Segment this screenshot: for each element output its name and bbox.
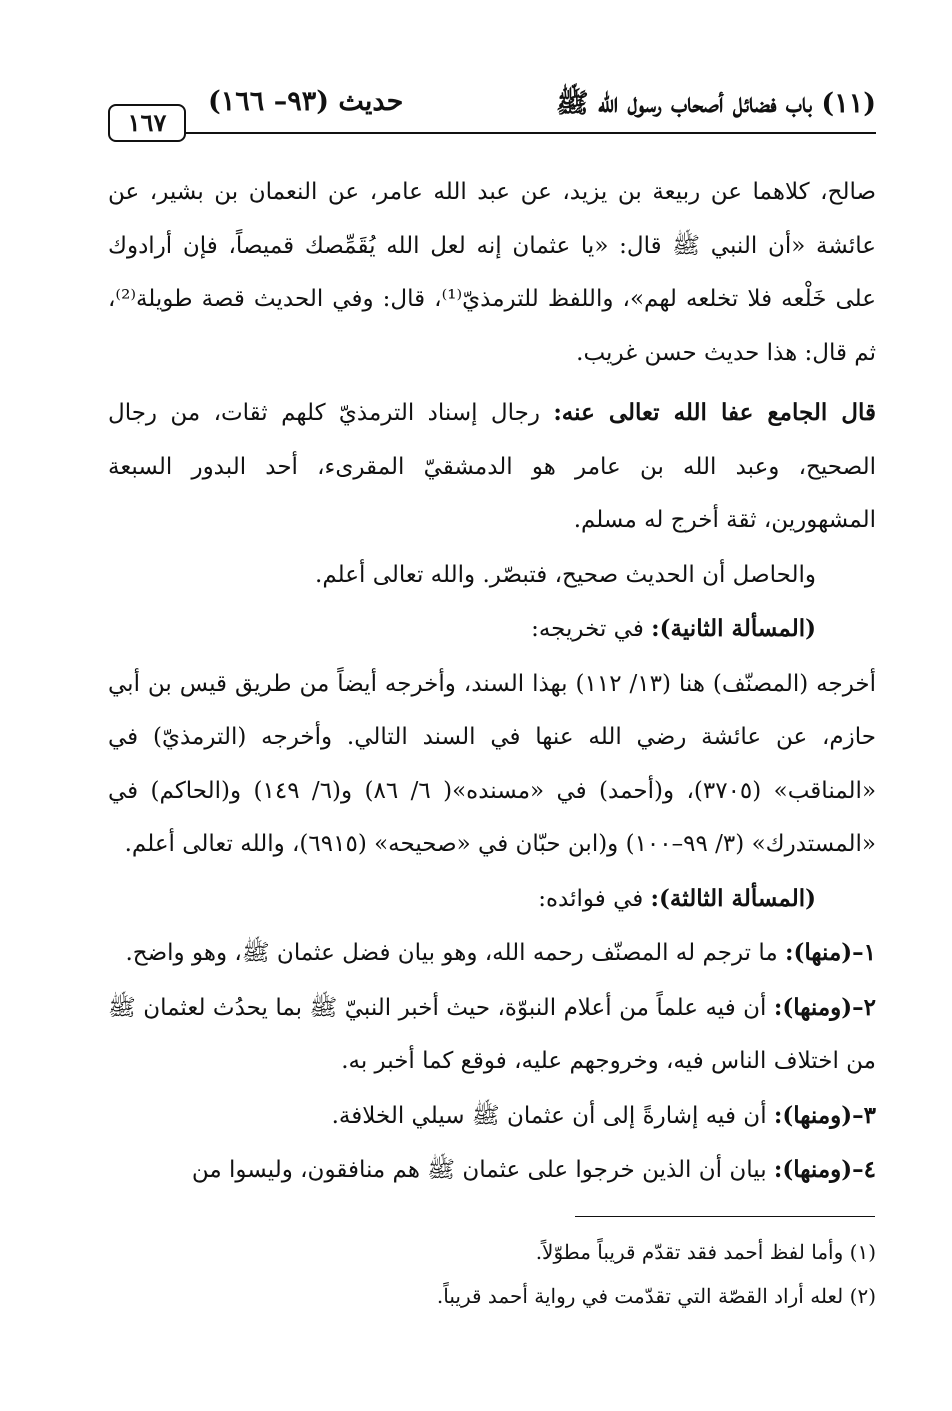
paragraph-lead: ١–(منها): bbox=[785, 939, 876, 966]
paragraph bbox=[108, 872, 876, 927]
hadith-range: حديث (٩٣– ١٦٦) bbox=[208, 86, 404, 117]
paragraph-lead: (المسألة الثالثة): bbox=[650, 884, 816, 912]
page-header bbox=[108, 86, 876, 146]
footnote-rule bbox=[575, 1216, 875, 1217]
footnotes bbox=[108, 1230, 876, 1318]
paragraph bbox=[108, 165, 876, 380]
paragraph-text: صالح، كلاهما عن ربيعة بن يزيد، عن عبد الله عامر، عن النعمان بن بشير، عن عائشة «أن النبي ﷺ قال: «يا عثمان إنه لعل الله يُقَمِّصك قميصاً، فإن أرادوك على خَلْعه فلا تخلعه لهم»، واللفظ للترمذيّ⁽¹⁾، قال: وفي الحديث قصة طويلة⁽²⁾، ثم قال: هذا حديث حسن غريب. bbox=[108, 179, 876, 366]
paragraph-text: أخرجه (المصنّف) هنا (١٣/ ١١٢) بهذا السند، وأخرجه أيضاً من طريق قيس بن أبي حازم، عن عائشة رضي الله عنها في السند التالي. وأخرجه (الترمذيّ) في «المناقب» (٣٧٠٥)، و(أحمد) في «مسنده»( ٦/ ٨٦) و(٦/ ١٤٩) و(الحاكم) في «المستدرك» (٣/ ٩٩–١٠٠) و(ابن حبّان في «صحيحه» (٦٩١٥)، والله تعالى أعلم. bbox=[108, 670, 877, 857]
footnote: (١) وأما لفظ أحمد فقد تقدّم قريباً مطوّلاً. bbox=[535, 1240, 876, 1264]
paragraph bbox=[108, 926, 876, 981]
main-text bbox=[108, 165, 876, 1198]
paragraph-lead: (المسألة الثانية): bbox=[651, 615, 816, 642]
paragraph-text: ما ترجم له المصنّف رحمه الله، وهو بيان فضل عثمان ﷺ، وهو واضح. bbox=[125, 940, 786, 966]
paragraph-text: أن فيه علماً من أعلام النبوّة، حيث أخبر النبيّ ﷺ بما يحدُث لعثمان ﷺ من اختلاف الناس فيه، وخروجهم عليه، فوقع كما أخبر به. bbox=[108, 994, 876, 1074]
header-rule bbox=[186, 132, 876, 134]
paragraph-text: أن فيه إشارةً إلى أن عثمان ﷺ سيلي الخلافة. bbox=[331, 1102, 774, 1129]
paragraph bbox=[108, 602, 876, 657]
paragraph bbox=[108, 386, 876, 548]
paragraph-text: في فوائده: bbox=[538, 885, 651, 912]
paragraph-text: رجال إسناد الترمذيّ كلهم ثقات، من رجال الصحيح، وعبد الله بن عامر هو الدمشقيّ المقرىء، أحد البدور السبعة المشهورين، ثقة أخرج له مسلم. bbox=[108, 400, 876, 533]
footnote: (٢) لعله أراد القصّة التي تقدّمت في رواية أحمد قريباً. bbox=[436, 1284, 876, 1308]
paragraph-text: بيان أن الذين خرجوا على عثمان ﷺ هم منافقون، وليسوا من bbox=[191, 1157, 774, 1183]
paragraph bbox=[108, 1143, 876, 1198]
page-number: ١٦٧ bbox=[108, 104, 186, 142]
paragraph-lead: ٣–(ومنها): bbox=[773, 1101, 876, 1129]
paragraph bbox=[108, 657, 876, 872]
paragraph-text: والحاصل أن الحديث صحيح، فتبصّر. والله تعالى أعلم. bbox=[315, 561, 816, 588]
paragraph bbox=[108, 981, 876, 1089]
paragraph bbox=[108, 1089, 876, 1144]
chapter-title: (١١) باب فضائل أصحاب رسول الله ﷺ bbox=[555, 88, 876, 119]
paragraph-lead: ٢–(ومنها): bbox=[773, 993, 876, 1021]
paragraph bbox=[108, 548, 876, 603]
paragraph-text: في تخريجه: bbox=[531, 616, 652, 642]
paragraph-lead: قال الجامع عفا الله تعالى عنه: bbox=[553, 399, 876, 426]
paragraph-lead: ٤–(ومنها): bbox=[773, 1156, 876, 1183]
